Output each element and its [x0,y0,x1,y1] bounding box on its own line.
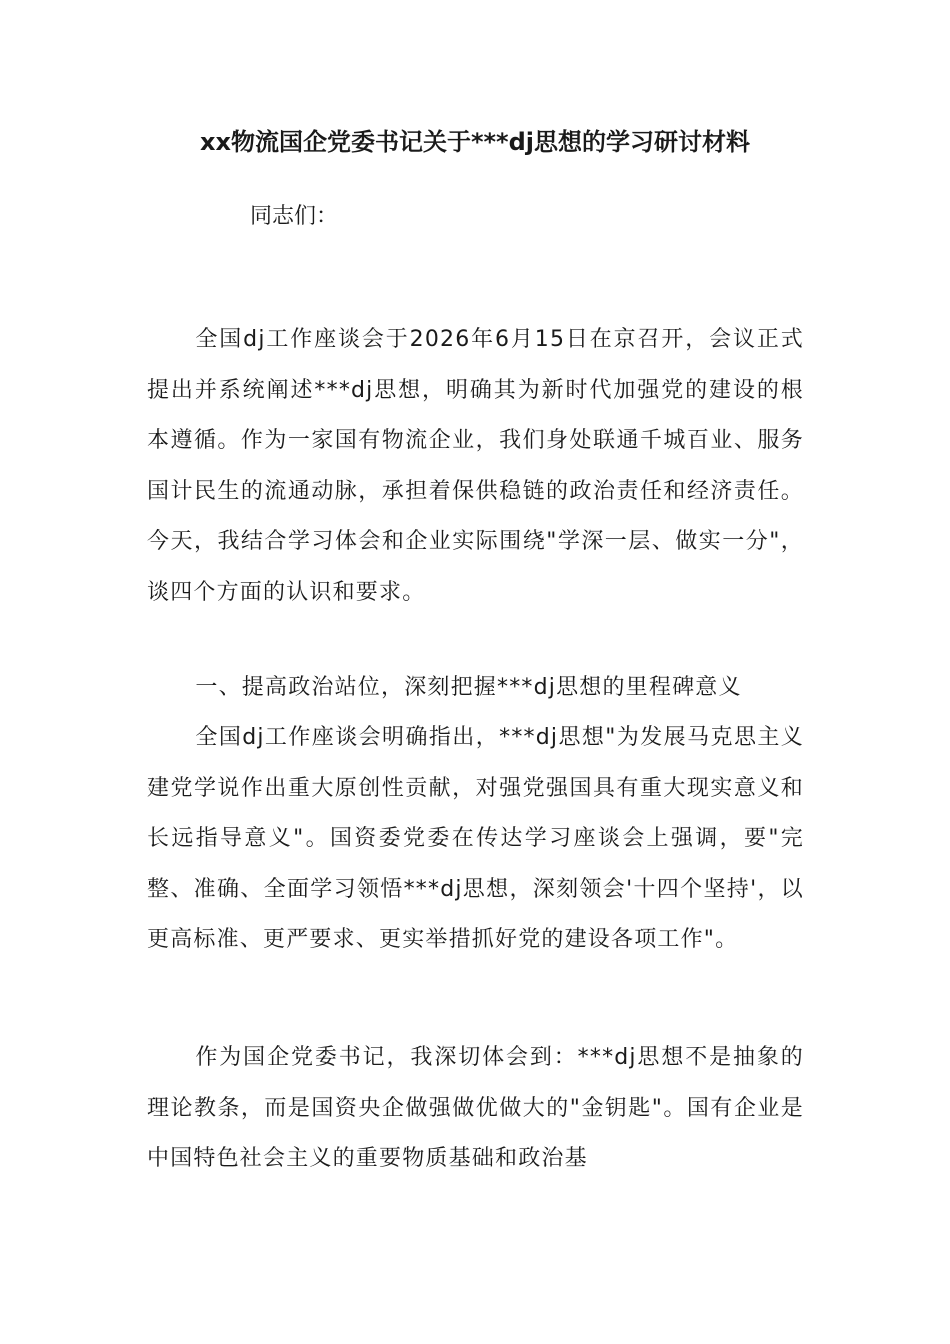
document-title: xx物流国企党委书记关于***dj思想的学习研讨材料 [199,128,751,156]
body-paragraph: 全国dj工作座谈会明确指出，***dj思想"为发展马克思主义建党学说作出重大原创性贡献，对强党强国具有重大现实意义和长远指导意义"。国资委党委在传达学习座谈会上强调，要"完整、准确、全面学习领悟***dj思想，深刻领会'十四个坚持'，以更高标准、更严要求、更实举措抓好党的建设各项工作"。 [147,725,804,952]
body-paragraph: 作为国企党委书记，我深切体会到：***dj思想不是抽象的理论教条，而是国资央企做强做优做大的"金钥匙"。国有企业是中国特色社会主义的重要物质基础和政治基 [147,1045,804,1171]
section-heading: 一、提高政治站位，深刻把握***dj思想的里程碑意义 [195,675,742,700]
body-paragraph: 全国dj工作座谈会于2026年6月15日在京召开，会议正式提出并系统阐述***dj思想，明确其为新时代加强党的建设的根本遵循。作为一家国有物流企业，我们身处联通千城百业、服务国计民生的流通动脉，承担着保供稳链的政治责任和经济责任。今天，我结合学习体会和企业实际围绕"学深一层、做实一分"，谈四个方面的认识和要求。 [147,327,804,605]
salutation: 同志们： [250,204,339,229]
